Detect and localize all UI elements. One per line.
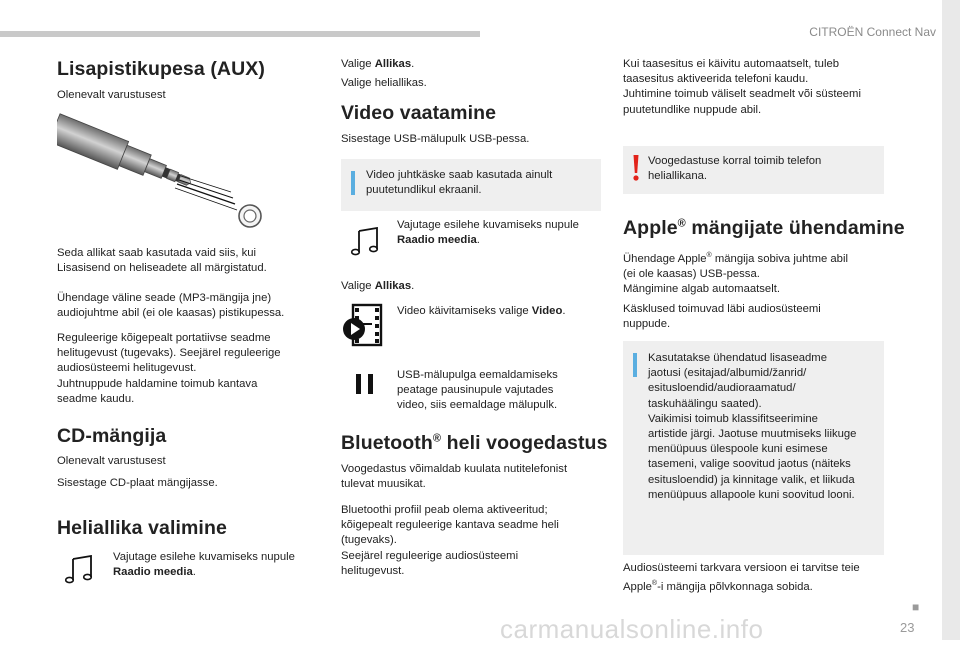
choose-source-text: Valige Allikas. Valige heliallikas. (341, 58, 427, 90)
page-number: 23 (900, 620, 915, 635)
video-play-icon (341, 303, 385, 347)
info-bar-icon (633, 353, 637, 377)
bluetooth-paragraph-1: Voogedastus võimaldab kuulata nutitelefonist tulevat muusikat. (341, 463, 568, 491)
aux-paragraph-2: Ühendage väline seade (MP3-mängija jne) audiojuhtme abil (ei ole kaasas) pistikupessa. (57, 292, 285, 320)
watermark: carmanualsonline.info (500, 614, 764, 644)
apple-title: Apple® mängijate ühendamine (623, 217, 905, 239)
aux-subtitle: Olenevalt varustusest (57, 89, 166, 101)
brand-header: CITROËN Connect Nav (809, 25, 936, 39)
cd-subtitle: Olenevalt varustusest (57, 455, 166, 467)
audio-jack-icon (57, 112, 272, 230)
video-paragraph: Sisestage USB-mälupulk USB-pessa. (341, 133, 530, 145)
video-start-text: Video käivitamiseks valige Video. (397, 305, 566, 317)
apple-paragraph-1: Ühendage Apple® mängija sobiva juhtme abil (ei ole kaasas) USB-pessa. Mängimine algab automaatselt. (623, 252, 848, 296)
cd-title: CD-mängija (57, 425, 167, 447)
music-note-icon (350, 227, 380, 257)
aux-title: Lisapistikupesa (AUX) (57, 58, 265, 80)
music-note-icon (64, 555, 94, 585)
video-title: Video vaatamine (341, 102, 497, 124)
aux-paragraph-1: Seda allikat saab kasutada vaid siis, kui Lisasisend on heliseadete all märgistatud. (57, 247, 267, 275)
playback-paragraph: Kui taasesitus ei käivitu automaatselt, tuleb taasesitus aktiveerida telefoni kaudu. Juhtimine toimub väliselt seadmelt või süsteemi puutetundlike nuppude abil. (623, 58, 861, 116)
usb-remove-text: USB-mälupulga eemaldamiseks peatage pausinupule vajutades video, siis eemaldage mälupulk. (397, 369, 558, 412)
page-marker: ■ (912, 600, 920, 614)
bluetooth-paragraph-2: Bluetoothi profiil peab olema aktiveeritud; kõigepealt reguleerige kantava seadme heli (tugevaks). Seejärel reguleerige audiosüsteemi helitugevust. (341, 504, 559, 577)
source-title: Heliallika valimine (57, 517, 227, 539)
select-source-text: Valige Allikas. (341, 280, 415, 292)
apple-software-note: Audiosüsteemi tarkvara versioon ei tarvitse teie Apple®-i mängija põlvkonnaga sobida. (623, 562, 860, 593)
apple-info-note: Kasutatakse ühendatud lisaseadme jaotusi (esitajad/albumid/žanrid/ esitusloendid/audioraamatud/ taskuhäälingu saated). Vaikimisi toimub klassifitseerimine artistide järgi. Jaotuse muutmiseks liikuge menüüpuus ülespoole kuni esimese tasemeni, valige soovitud jaotus (näiteks esitusloendid) ja kinnitage valik, et liikuda menüüpuus allapoole kuni soovitud looni. (623, 341, 884, 555)
pause-icon (354, 372, 376, 396)
info-bar-icon (351, 171, 355, 195)
page-side-strip (942, 0, 960, 640)
header-rule (0, 31, 480, 37)
source-instruction: Vajutage esilehe kuvamiseks nupule Raadio meedia. (113, 551, 295, 579)
radio-instruction: Vajutage esilehe kuvamiseks nupule Raadio meedia. (397, 219, 579, 247)
streaming-warning-note: Voogedastuse korral toimib telefon heliallikana. (623, 146, 884, 194)
bluetooth-title: Bluetooth® heli voogedastus (341, 432, 608, 454)
video-info-note: Video juhtkäske saab kasutada ainult puutetundlikul ekraanil. (341, 159, 601, 211)
aux-paragraph-3: Reguleerige kõigepealt portatiivse seadme helitugevust (tugevaks). Seejärel reguleerige audiosüsteemi helitugevust. Juhtnuppude haldamine toimub kantava seadme kaudu. (57, 332, 281, 405)
apple-paragraph-2: Käsklused toimuvad läbi audiosüsteemi nuppude. (623, 303, 821, 331)
cd-paragraph: Sisestage CD-plaat mängijasse. (57, 477, 218, 489)
warning-icon (632, 154, 640, 187)
